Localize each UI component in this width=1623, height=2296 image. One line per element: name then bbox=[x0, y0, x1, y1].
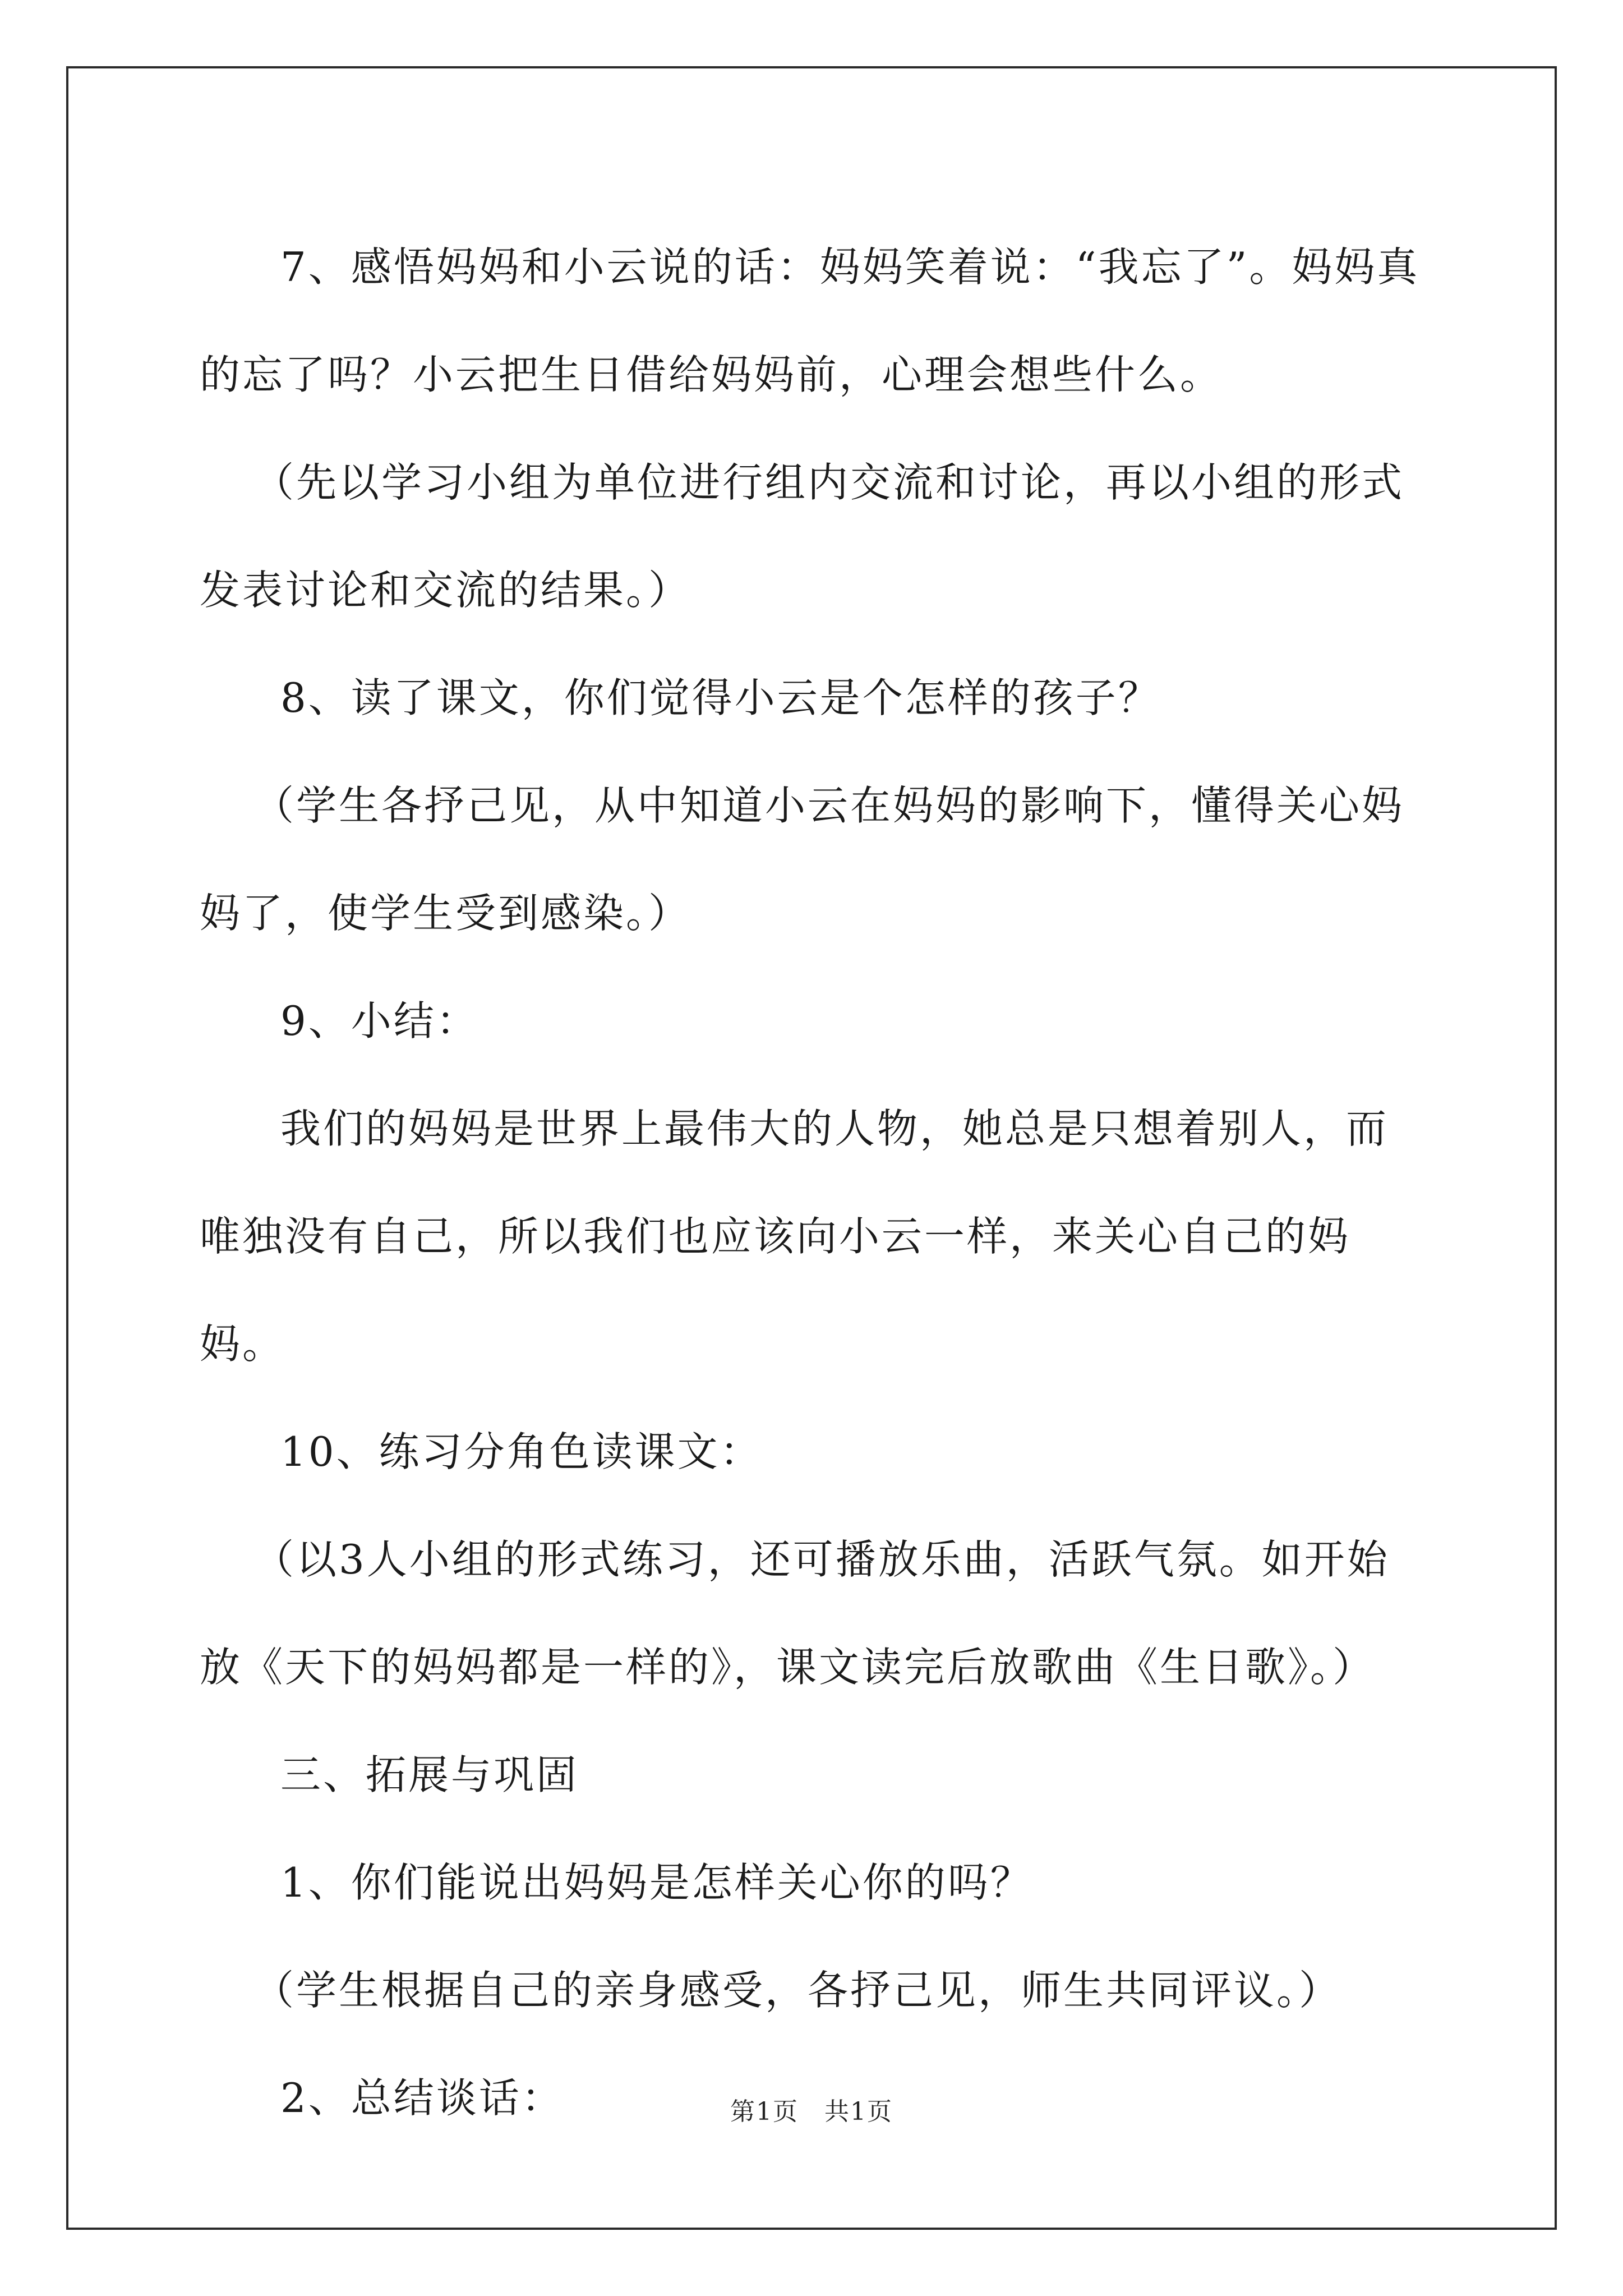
section-3-heading: 三、拓展与巩固 bbox=[280, 1751, 579, 1798]
paragraph-8-note: （学生各抒己见，从中知道小云在妈妈的影响下，懂得关心妈妈了，使学生受到感染。） bbox=[200, 782, 1405, 937]
page-number-footer: 第1页 共1页 bbox=[730, 2097, 893, 2126]
document-body bbox=[200, 213, 1422, 2152]
section-3-item-1-note: （学生根据自己的亲身感受，各抒己见，师生共同评议。） bbox=[253, 1967, 1342, 2014]
paragraph-9-body: 我们的妈妈是世界上最伟大的人物，她总是只想着别人，而唯独没有自己，所以我们也应该向小云一样，来关心自己的妈妈。 bbox=[200, 1105, 1389, 1368]
paragraph-9: 9、小结： bbox=[280, 997, 479, 1045]
paragraph-10-note: （以3人小组的形式练习，还可播放乐曲，活跃气氛。如开始放《天下的妈妈都是一样的》，课文读完后放歌曲《生日歌》。） bbox=[200, 1536, 1390, 1691]
paragraph-7-note: （先以学习小组为单位进行组内交流和讨论，再以小组的形式发表讨论和交流的结果。） bbox=[200, 459, 1405, 614]
section-3-item-1: 1、你们能说出妈妈是怎样关心你的吗？ bbox=[280, 1859, 1033, 1906]
section-3-item-2: 2、总结谈话： bbox=[280, 2074, 564, 2122]
paragraph-10: 10、练习分角色读课文： bbox=[280, 1428, 763, 1475]
paragraph-7: 7、感悟妈妈和小云说的话：妈妈笑着说：“我忘了”。妈妈真的忘了吗？小云把生日借给妈妈前，心理会想些什么。 bbox=[200, 243, 1420, 398]
paragraph-8: 8、读了课文，你们觉得小云是个怎样的孩子？ bbox=[280, 674, 1161, 721]
